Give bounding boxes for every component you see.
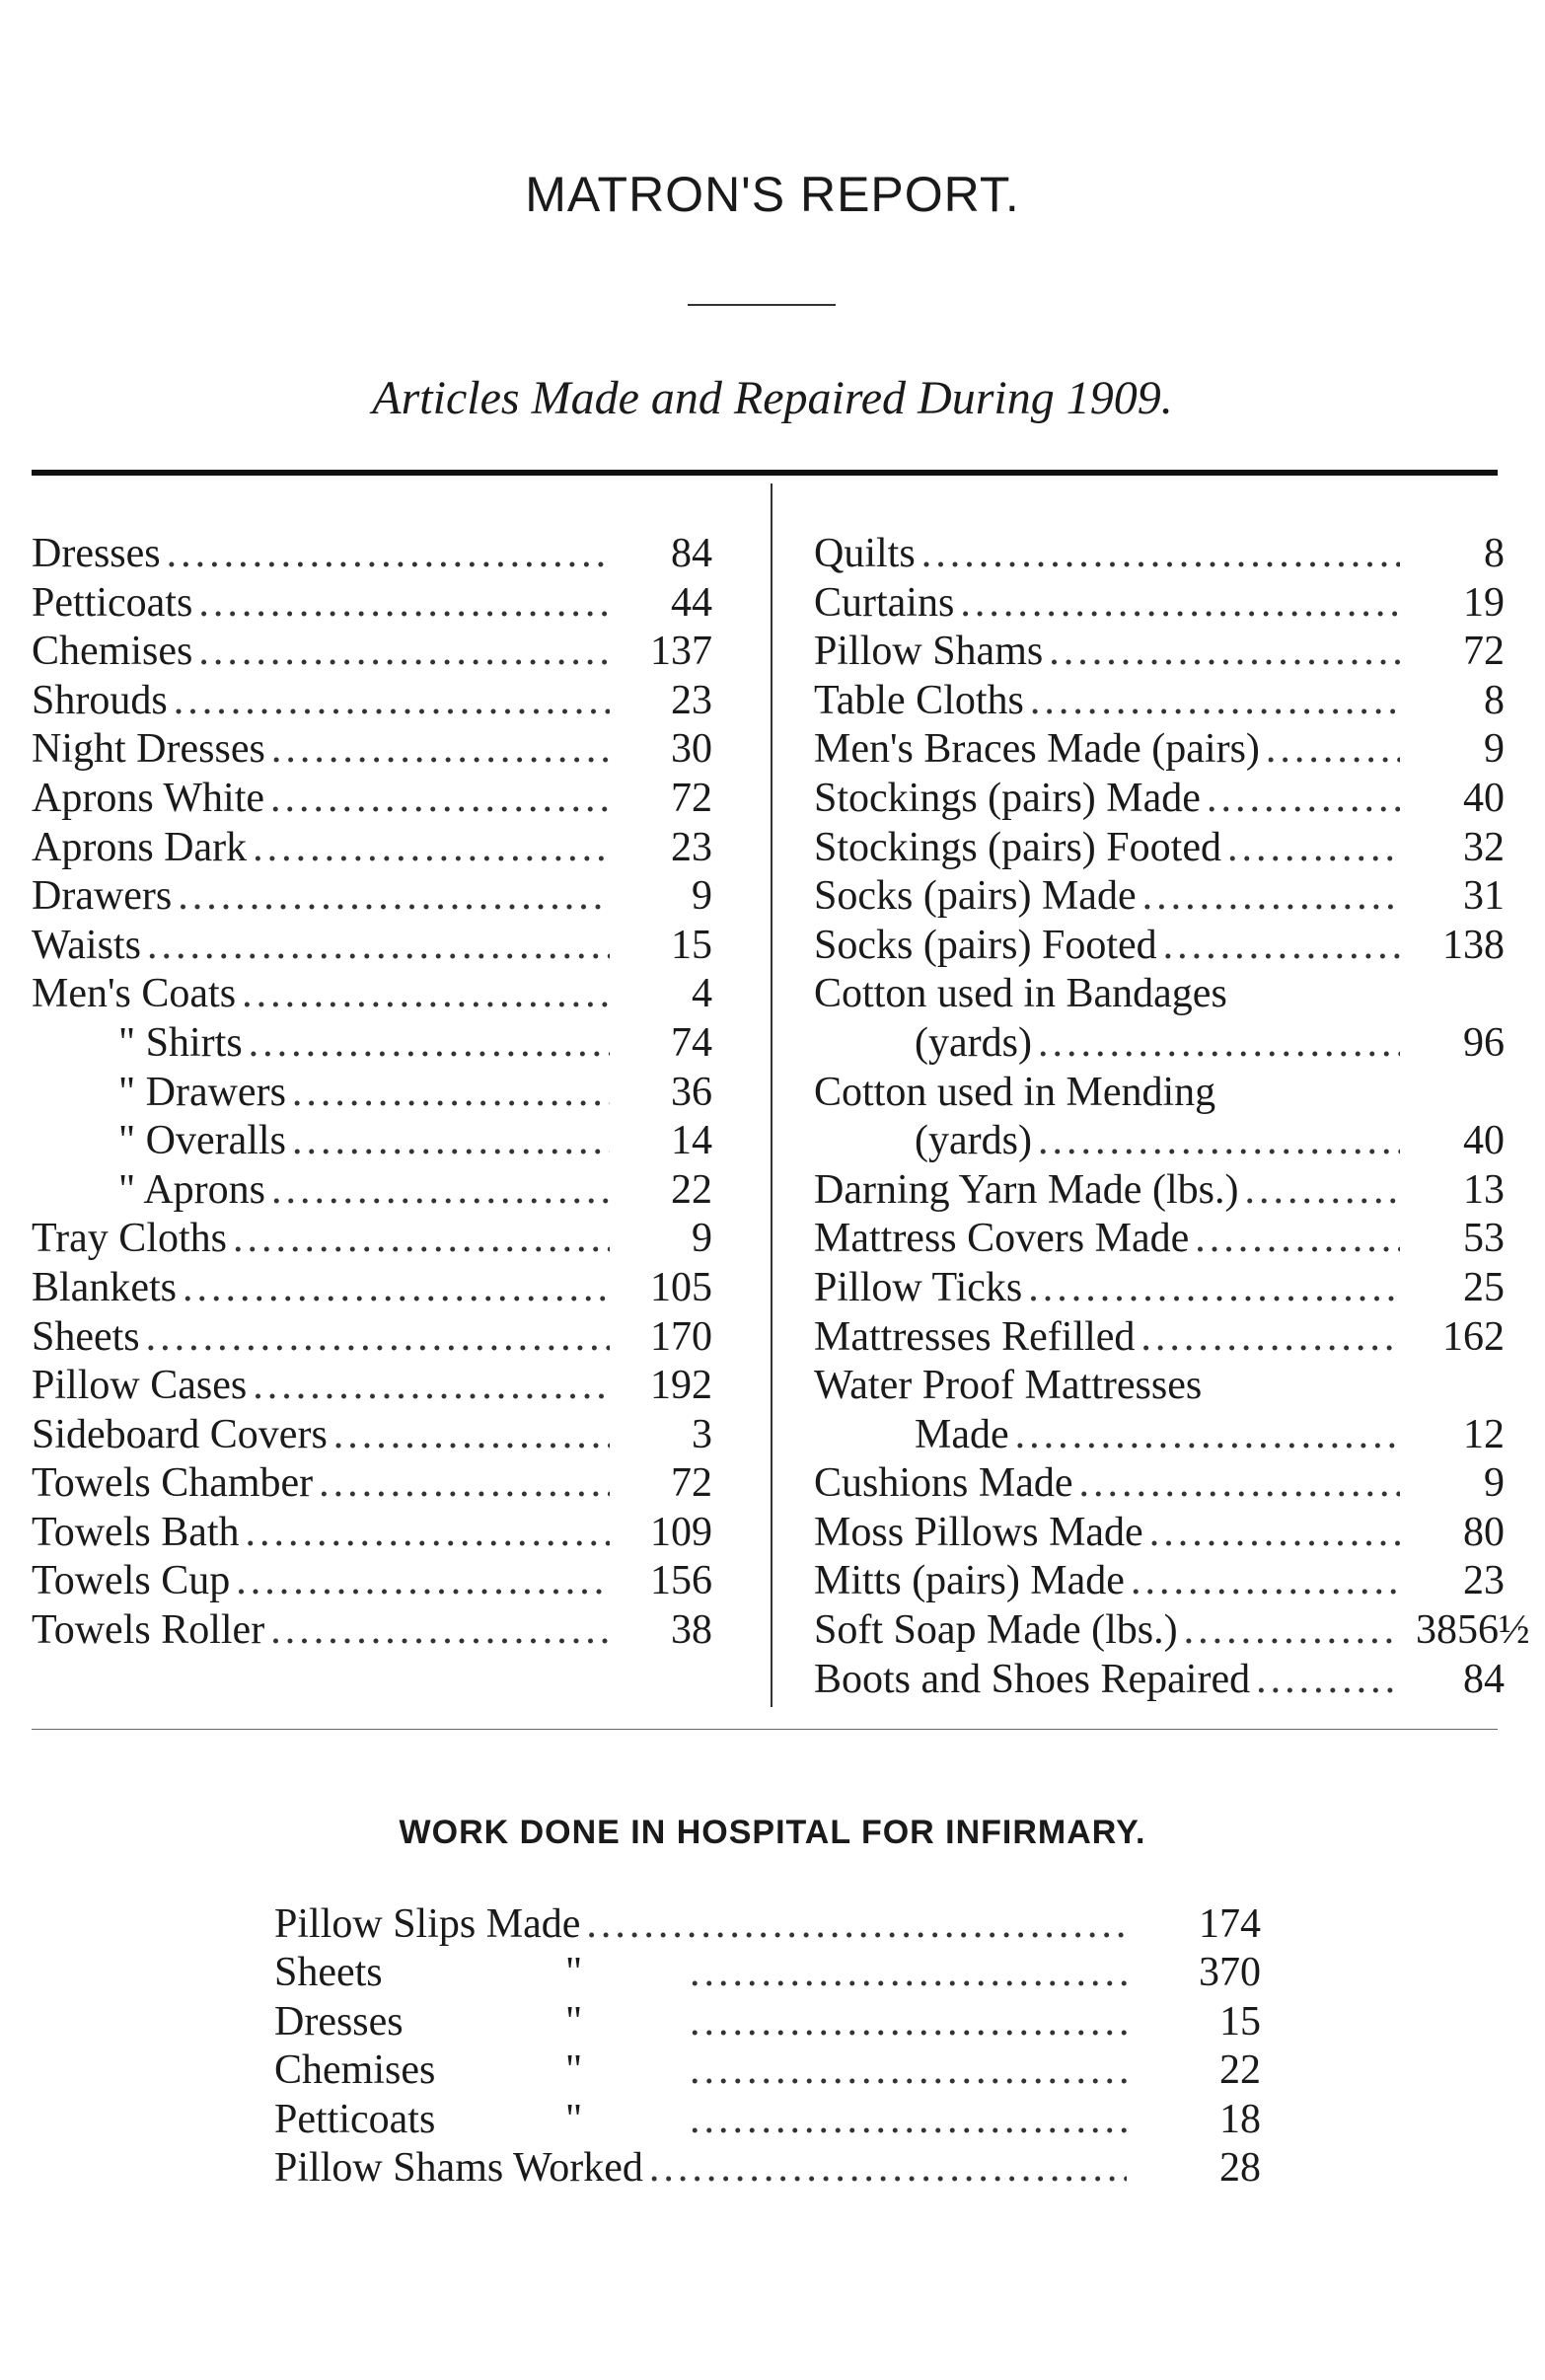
leader-dots: [1079, 1459, 1401, 1509]
leader-dots: [253, 1362, 610, 1411]
item-label: Darning Yarn Made (lbs.): [814, 1166, 1239, 1213]
item-count: 38: [671, 1607, 712, 1654]
item-count: 15: [671, 922, 712, 968]
list-item: [274, 2096, 1261, 2144]
leader-dots: [586, 1900, 1127, 1949]
item-label: Towels Cup: [32, 1558, 231, 1604]
item-label: Blankets: [32, 1264, 177, 1310]
leader-dots: [236, 1557, 610, 1606]
table-bottom-rule: [32, 1729, 1498, 1730]
item-label: Stockings (pairs) Footed: [814, 824, 1221, 870]
item-count: 72: [671, 775, 712, 821]
ditto-mark: ": [565, 2096, 583, 2142]
list-item: [814, 579, 1505, 629]
list-item: [814, 1557, 1505, 1606]
item-label: Mitts (pairs) Made: [814, 1558, 1125, 1604]
item-label: Curtains: [814, 579, 955, 626]
left-column-list: [32, 530, 712, 1656]
leader-dots: [249, 1019, 610, 1069]
list-item: [814, 1019, 1505, 1069]
item-label: Quilts: [814, 531, 916, 576]
leader-dots: [690, 1949, 1127, 1997]
item-label: Made: [915, 1411, 1009, 1457]
item-count: 14: [671, 1118, 712, 1164]
item-count: 15: [1219, 1998, 1261, 2045]
leader-dots: [1207, 775, 1400, 824]
item-count: 22: [1219, 2047, 1261, 2094]
list-item: [274, 1900, 1261, 1949]
item-count: 9: [1484, 726, 1505, 773]
item-count: 3: [692, 1411, 712, 1457]
item-count: 32: [1463, 824, 1505, 870]
item-count: 96: [1463, 1019, 1505, 1066]
leader-dots: [183, 1264, 610, 1313]
list-item: [32, 1606, 712, 1656]
leader-dots: [253, 824, 610, 873]
item-label: (yards): [915, 1118, 1032, 1164]
item-label: Sideboard Covers: [32, 1411, 328, 1457]
ditto-mark: ": [565, 2047, 583, 2094]
leader-dots: [1140, 1313, 1400, 1363]
item-label: Cotton used in Bandages: [814, 971, 1227, 1017]
leader-dots: [1030, 677, 1400, 726]
item-label: Chemises: [32, 629, 193, 675]
item-count: 174: [1199, 1901, 1261, 1947]
list-item: [274, 1949, 1261, 1997]
item-count: 30: [671, 726, 712, 773]
item-label: " Aprons: [118, 1166, 265, 1213]
item-label: Pillow Shams Worked: [274, 2144, 643, 2191]
item-count: 80: [1463, 1509, 1505, 1555]
leader-dots: [271, 1166, 610, 1216]
item-label: Men's Coats: [32, 971, 237, 1017]
item-count: 138: [1442, 922, 1505, 968]
item-label: Aprons White: [32, 775, 265, 821]
item-count: 18: [1219, 2096, 1261, 2142]
leader-dots: [1049, 628, 1400, 677]
item-count: 23: [1463, 1558, 1505, 1604]
item-count: 74: [671, 1019, 712, 1066]
item-count: 84: [671, 531, 712, 576]
list-item: [32, 530, 712, 579]
leader-dots: [960, 579, 1400, 629]
item-label: Petticoats: [274, 2096, 436, 2142]
leader-dots: [690, 2096, 1127, 2144]
item-label: Mattress Covers Made: [814, 1216, 1190, 1262]
list-item: [814, 1459, 1505, 1509]
list-item: [32, 1019, 712, 1069]
item-label: Waists: [32, 922, 141, 968]
item-label: Aprons Dark: [32, 824, 248, 870]
list-item: [32, 775, 712, 824]
leader-dots: [1038, 1019, 1400, 1069]
list-item: [814, 677, 1505, 726]
list-item: [814, 1215, 1505, 1264]
page-title: MATRON'S REPORT.: [525, 167, 1020, 222]
list-item: [814, 775, 1505, 824]
leader-dots: [198, 628, 610, 677]
list-item: [32, 970, 712, 1019]
leader-dots: [1256, 1656, 1400, 1705]
item-label: Tray Cloths: [32, 1216, 228, 1262]
item-count: 12: [1463, 1411, 1505, 1457]
list-item: [32, 579, 712, 629]
leader-dots: [1142, 872, 1400, 922]
item-label: Sheets: [274, 1950, 383, 1996]
item-count: 40: [1463, 1118, 1505, 1164]
list-item: [814, 530, 1505, 579]
leader-dots: [649, 2144, 1127, 2193]
item-label: Cushions Made: [814, 1460, 1073, 1507]
list-item: [814, 1069, 1505, 1118]
item-count: 31: [1463, 873, 1505, 920]
leader-dots: [292, 1069, 610, 1118]
leader-dots: [146, 1313, 610, 1363]
item-label: Shrouds: [32, 677, 168, 723]
list-item: [32, 725, 712, 775]
list-item: [814, 1362, 1505, 1411]
leader-dots: [270, 775, 610, 824]
item-label: Cotton used in Mending: [814, 1069, 1216, 1115]
item-label: Drawers: [32, 873, 173, 920]
list-item: [32, 1215, 712, 1264]
list-item: [274, 2046, 1261, 2095]
item-count: 23: [671, 824, 712, 870]
list-item: [32, 1557, 712, 1606]
leader-dots: [271, 725, 610, 775]
list-item: [814, 824, 1505, 873]
leader-dots: [1149, 1509, 1400, 1558]
item-count: 9: [1484, 1460, 1505, 1507]
item-label: " Overalls: [118, 1118, 286, 1164]
list-item: [32, 1264, 712, 1313]
item-count: 4: [692, 971, 712, 1017]
item-count: 3856½: [1416, 1607, 1530, 1654]
list-item: [814, 1117, 1505, 1166]
column-divider: [771, 483, 772, 1707]
item-count: 370: [1199, 1950, 1261, 1996]
item-label: Boots and Shoes Repaired: [814, 1656, 1251, 1702]
item-count: 170: [650, 1313, 712, 1360]
item-label: Chemises: [274, 2047, 436, 2094]
list-item: [814, 1166, 1505, 1216]
item-label: Soft Soap Made (lbs.): [814, 1607, 1178, 1654]
list-item: [32, 1117, 712, 1166]
item-count: 137: [650, 629, 712, 675]
item-count: 23: [671, 677, 712, 723]
list-item: [32, 628, 712, 677]
list-item: [814, 1264, 1505, 1313]
item-count: 84: [1463, 1656, 1505, 1702]
leader-dots: [198, 579, 610, 629]
item-label: Moss Pillows Made: [814, 1509, 1143, 1555]
item-label: Pillow Ticks: [814, 1264, 1023, 1310]
leader-dots: [246, 1509, 610, 1558]
item-count: 8: [1484, 531, 1505, 576]
item-label: Towels Chamber: [32, 1460, 314, 1507]
item-count: 72: [1463, 629, 1505, 675]
leader-dots: [1227, 824, 1400, 873]
list-item: [32, 1362, 712, 1411]
list-item: [32, 677, 712, 726]
item-count: 22: [671, 1166, 712, 1213]
list-item: [32, 1509, 712, 1558]
leader-dots: [1038, 1117, 1400, 1166]
leader-dots: [233, 1215, 610, 1264]
item-count: 9: [692, 1216, 712, 1262]
item-label: Men's Braces Made (pairs): [814, 726, 1260, 773]
leader-dots: [1163, 922, 1400, 971]
item-count: 13: [1463, 1166, 1505, 1213]
list-item: [32, 1166, 712, 1216]
leader-dots: [178, 872, 610, 922]
item-count: 25: [1463, 1264, 1505, 1310]
list-item: [32, 1459, 712, 1509]
leader-dots: [1131, 1557, 1400, 1606]
item-count: 19: [1463, 579, 1505, 626]
item-count: 105: [650, 1264, 712, 1310]
list-item: [32, 922, 712, 971]
item-count: 8: [1484, 677, 1505, 723]
leader-dots: [292, 1117, 610, 1166]
leader-dots: [242, 970, 610, 1019]
item-label: Sheets: [32, 1313, 140, 1360]
item-count: 162: [1442, 1313, 1505, 1360]
item-label: Water Proof Mattresses: [814, 1363, 1203, 1409]
list-item: [814, 1656, 1505, 1705]
item-label: Pillow Cases: [32, 1363, 248, 1409]
item-count: 40: [1463, 775, 1505, 821]
item-count: 109: [650, 1509, 712, 1555]
item-count: 9: [692, 873, 712, 920]
item-count: 36: [671, 1069, 712, 1115]
item-label: Table Cloths: [814, 677, 1024, 723]
item-label: Night Dresses: [32, 726, 265, 773]
list-item: [32, 872, 712, 922]
item-count: 156: [650, 1558, 712, 1604]
header-rule: [32, 470, 1498, 476]
list-item: [814, 970, 1505, 1019]
leader-dots: [319, 1459, 610, 1509]
list-item: [814, 725, 1505, 775]
list-item: [274, 2144, 1261, 2193]
ditto-mark: ": [565, 1950, 583, 1996]
list-item: [814, 1411, 1505, 1460]
leader-dots: [174, 677, 610, 726]
item-label: Towels Roller: [32, 1607, 265, 1654]
list-item: [814, 1509, 1505, 1558]
item-label: Towels Bath: [32, 1509, 240, 1555]
item-label: Dresses: [274, 1998, 404, 2045]
leader-dots: [1195, 1215, 1400, 1264]
item-label: Dresses: [32, 531, 161, 576]
list-item: [32, 824, 712, 873]
ditto-mark: ": [565, 1998, 583, 2045]
infirmary-list: [274, 1900, 1261, 2193]
item-label: Socks (pairs) Footed: [814, 922, 1157, 968]
list-item: [814, 628, 1505, 677]
item-count: 192: [650, 1363, 712, 1409]
item-count: 28: [1219, 2144, 1261, 2191]
leader-dots: [690, 2046, 1127, 2095]
item-label: Socks (pairs) Made: [814, 873, 1137, 920]
leader-dots: [1015, 1411, 1400, 1460]
title-divider: [688, 304, 836, 306]
list-item: [32, 1313, 712, 1363]
item-label: (yards): [915, 1019, 1032, 1066]
leader-dots: [690, 1998, 1127, 2046]
list-item: [814, 1606, 1530, 1656]
list-item: [32, 1411, 712, 1460]
list-item: [814, 922, 1505, 971]
list-item: [814, 872, 1505, 922]
leader-dots: [167, 530, 610, 579]
leader-dots: [1266, 725, 1400, 775]
right-column-list: [814, 530, 1530, 1704]
list-item: [814, 1313, 1505, 1363]
item-count: 72: [671, 1460, 712, 1507]
list-item: [32, 1069, 712, 1118]
leader-dots: [921, 530, 1400, 579]
item-label: Pillow Slips Made: [274, 1901, 581, 1947]
item-label: Stockings (pairs) Made: [814, 775, 1201, 821]
infirmary-heading: WORK DONE IN HOSPITAL FOR INFIRMARY.: [399, 1814, 1146, 1851]
leader-dots: [147, 922, 610, 971]
item-label: " Drawers: [118, 1069, 286, 1115]
page-subtitle: Articles Made and Repaired During 1909.: [372, 372, 1173, 424]
item-count: 53: [1463, 1216, 1505, 1262]
leader-dots: [333, 1411, 610, 1460]
leader-dots: [270, 1606, 610, 1656]
item-label: Pillow Shams: [814, 629, 1044, 675]
leader-dots: [1244, 1166, 1400, 1216]
item-count: 44: [671, 579, 712, 626]
item-label: Mattresses Refilled: [814, 1313, 1136, 1360]
item-label: " Shirts: [118, 1019, 243, 1066]
list-item: [274, 1998, 1261, 2046]
leader-dots: [1028, 1264, 1400, 1313]
leader-dots: [1184, 1606, 1400, 1656]
item-label: Petticoats: [32, 579, 193, 626]
